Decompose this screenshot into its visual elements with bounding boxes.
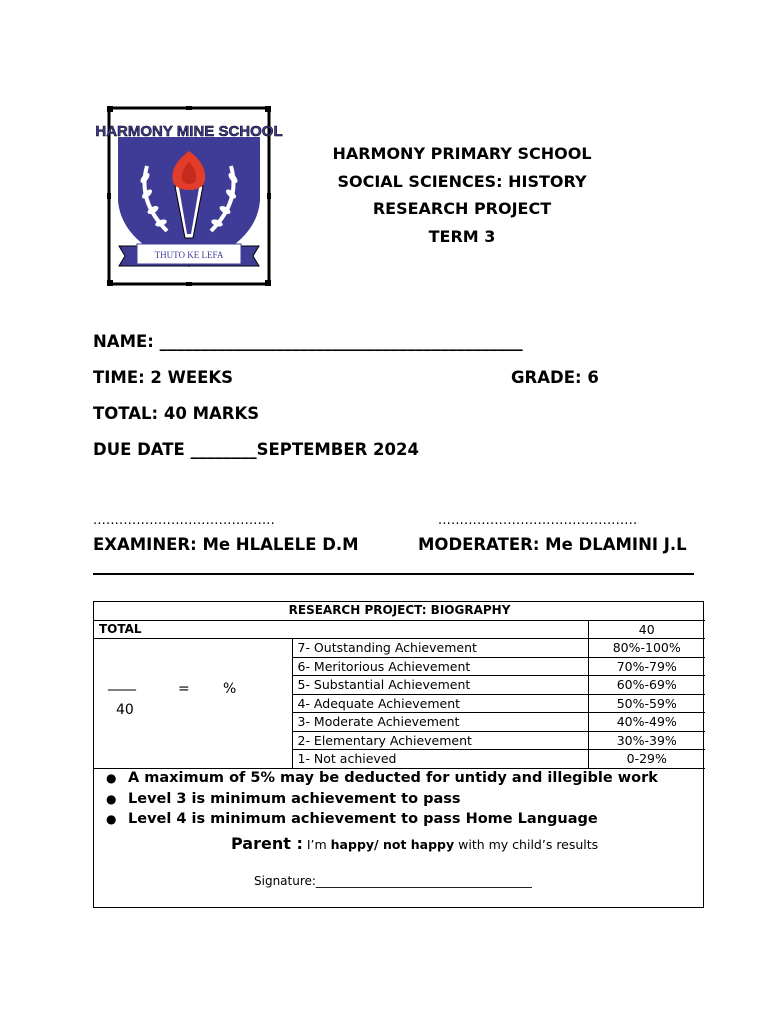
level-label: 6- Meritorious Achievement xyxy=(292,657,588,676)
time-label: TIME: 2 WEEKS xyxy=(93,368,234,387)
level-label: 2- Elementary Achievement xyxy=(292,731,588,750)
moderator-signature-line[interactable]: .............................................. xyxy=(438,513,638,528)
bullet-icon: ● xyxy=(106,791,117,806)
subject-title: SOCIAL SCIENCES: HISTORY xyxy=(337,171,587,191)
level-label: 1- Not achieved xyxy=(292,750,588,769)
equals-sign: = xyxy=(178,681,190,697)
parent-text-after: with my child’s results xyxy=(458,837,599,852)
total-value: 40 xyxy=(588,620,705,639)
level-label: 7- Outstanding Achievement xyxy=(292,639,588,658)
term-label: TERM 3 xyxy=(428,226,496,246)
total-marks-label: TOTAL: 40 MARKS xyxy=(93,404,260,423)
table-row xyxy=(94,602,705,620)
list-item: ● Level 3 is minimum achievement to pass xyxy=(128,789,703,810)
parent-choice[interactable]: happy/ not happy xyxy=(330,837,455,852)
score-denominator: 40 xyxy=(116,702,134,718)
school-logo xyxy=(95,106,283,286)
level-range: 60%-69% xyxy=(588,676,705,695)
parent-text-before: I’m xyxy=(306,837,327,852)
grade-label: GRADE: 6 xyxy=(511,368,599,387)
parent-label: Parent : xyxy=(231,834,303,853)
percent-sign: % xyxy=(223,681,237,697)
level-label: 4- Adequate Achievement xyxy=(292,694,588,713)
score-calculation[interactable] xyxy=(94,639,292,769)
level-range: 50%-59% xyxy=(588,694,705,713)
svg-text:HARMONY MINE SCHOOL: HARMONY MINE SCHOOL xyxy=(95,123,283,140)
divider-rule xyxy=(93,573,694,575)
results-box xyxy=(93,601,704,908)
table-row xyxy=(94,620,705,639)
list-item: ● A maximum of 5% may be deducted for untidy and illegible work xyxy=(128,768,703,789)
notes-list xyxy=(94,768,703,830)
score-blank: ____ xyxy=(108,675,136,691)
school-header xyxy=(300,140,624,250)
results-table xyxy=(94,602,705,769)
examiner-label: EXAMINER: Me HLALELE D.M xyxy=(93,535,359,554)
due-date-field[interactable]: DUE DATE ________SEPTEMBER 2024 xyxy=(93,440,419,459)
parent-feedback xyxy=(231,834,598,853)
school-name: HARMONY PRIMARY SCHOOL xyxy=(332,144,592,163)
level-label: 3- Moderate Achievement xyxy=(292,713,588,732)
school-crest-icon xyxy=(95,106,283,286)
level-range: 0-29% xyxy=(588,750,705,769)
parent-signature-field[interactable]: Signature:____________________________________ xyxy=(254,874,532,888)
level-range: 40%-49% xyxy=(588,713,705,732)
level-label: 5- Substantial Achievement xyxy=(292,676,588,695)
bullet-icon: ● xyxy=(106,812,117,826)
level-range: 80%-100% xyxy=(588,639,705,658)
level-range: 70%-79% xyxy=(588,657,705,676)
table-row xyxy=(94,639,705,658)
examiner-signature-line[interactable]: .......................................... xyxy=(93,513,275,528)
results-title: RESEARCH PROJECT: BIOGRAPHY xyxy=(94,602,705,620)
total-label: TOTAL xyxy=(94,620,588,639)
project-title: RESEARCH PROJECT xyxy=(372,199,552,218)
moderator-label: MODERATER: Me DLAMINI J.L xyxy=(418,535,687,554)
list-item: ● Level 4 is minimum achievement to pass Home Language xyxy=(128,809,703,830)
svg-text:THUTO KE LEFA: THUTO KE LEFA xyxy=(154,250,224,260)
name-field[interactable]: NAME: ____________________________________________ xyxy=(93,332,523,351)
level-range: 30%-39% xyxy=(588,731,705,750)
bullet-icon: ● xyxy=(106,771,117,785)
